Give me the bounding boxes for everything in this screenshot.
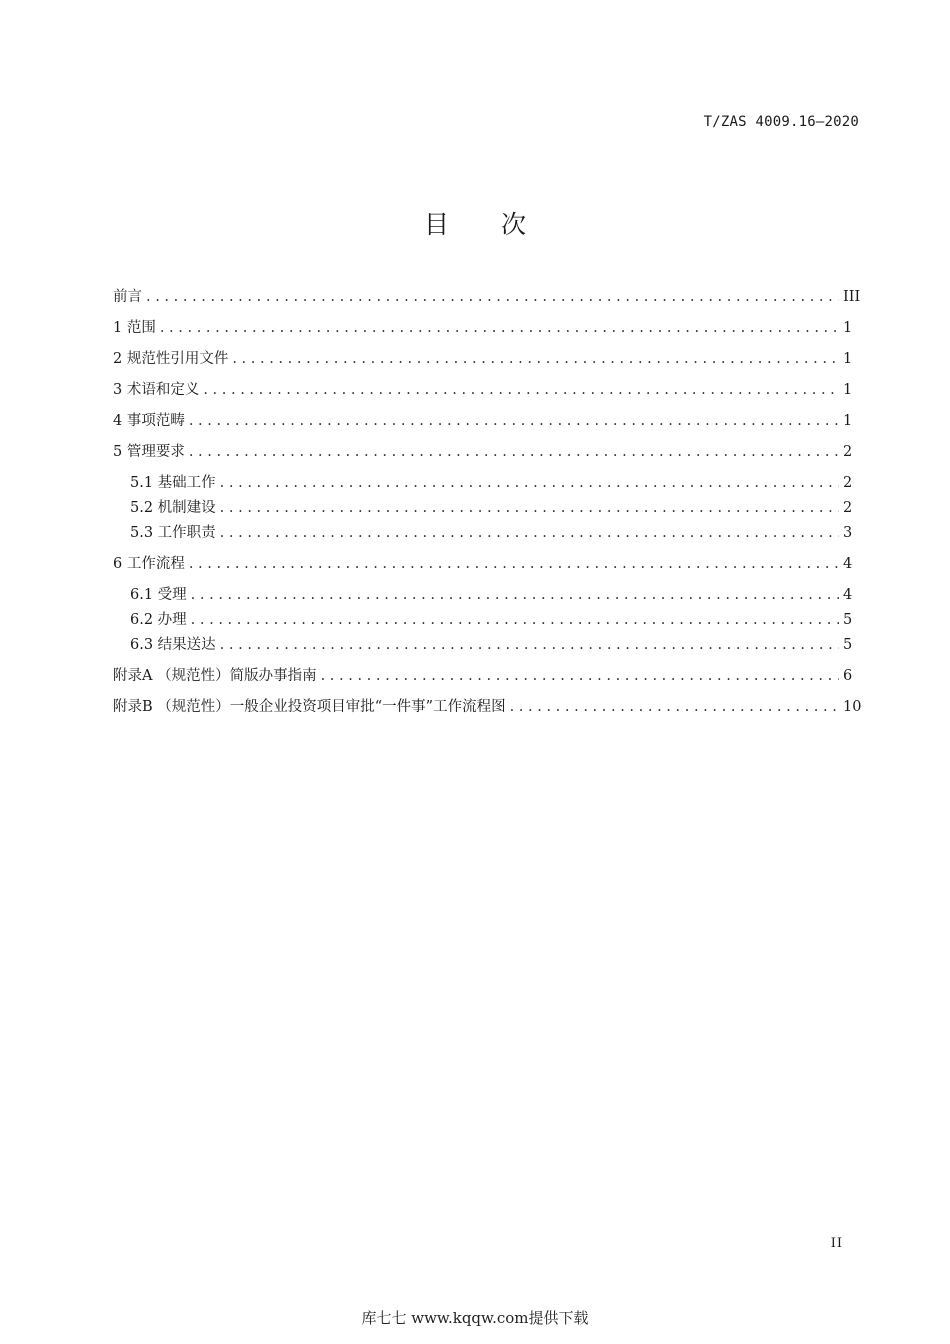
toc-entry[interactable] — [113, 409, 851, 433]
toc-leader-dots — [191, 583, 839, 607]
toc-entry[interactable] — [113, 285, 861, 309]
toc-leader-dots — [220, 521, 839, 545]
toc-entry-label: 5.2 机制建设 — [130, 500, 216, 516]
toc-leader-dots — [189, 409, 839, 433]
toc-entry-label: 2 规范性引用文件 — [113, 351, 229, 367]
toc-entry-page: 1 — [843, 351, 853, 367]
toc-entry[interactable] — [113, 316, 851, 340]
page-number: II — [830, 1236, 843, 1251]
toc-entry-page: 2 — [843, 500, 853, 516]
toc-subentry[interactable] — [113, 496, 851, 520]
toc-entry-label: 6.1 受理 — [130, 587, 187, 603]
toc-leader-dots — [220, 496, 839, 520]
toc-entry-page: 5 — [843, 612, 853, 628]
toc-entry[interactable] — [113, 695, 862, 719]
toc-entry-label: 前言 — [113, 289, 142, 305]
toc-entry-page: 4 — [843, 556, 853, 572]
toc-entry-label: 附录B （规范性）一般企业投资项目审批“一件事”工作流程图 — [113, 699, 506, 715]
toc-entry-page: 2 — [843, 475, 853, 491]
toc-entry-label: 附录A （规范性）简版办事指南 — [113, 668, 317, 684]
toc-entry[interactable] — [113, 440, 851, 464]
toc-leader-dots — [160, 316, 839, 340]
toc-leader-dots — [321, 664, 839, 688]
toc-leader-dots — [510, 695, 839, 719]
toc-leader-dots — [232, 347, 839, 371]
toc-subentry[interactable] — [113, 608, 851, 632]
toc-leader-dots — [220, 471, 839, 495]
toc-leader-dots — [146, 285, 839, 309]
toc-subentry[interactable] — [113, 471, 851, 495]
toc-entry-page: 5 — [843, 637, 853, 653]
toc-leader-dots — [220, 633, 839, 657]
toc-leader-dots — [203, 378, 839, 402]
toc-entry-page: 3 — [843, 525, 853, 541]
toc-entry-page: 6 — [843, 668, 853, 684]
toc-entry-label: 6.3 结果送达 — [130, 637, 216, 653]
toc-entry[interactable] — [113, 347, 851, 371]
toc-entry-label: 5 管理要求 — [113, 444, 185, 460]
toc-leader-dots — [191, 608, 839, 632]
toc-entry[interactable] — [113, 664, 851, 688]
toc-entry-label: 6.2 办理 — [130, 612, 187, 628]
download-credit: 库七七 www.kqqw.com提供下载 — [361, 1309, 589, 1327]
toc-subentry[interactable] — [113, 633, 851, 657]
toc-entry-page: III — [843, 289, 861, 305]
toc-entry-label: 1 范围 — [113, 320, 156, 336]
toc-entry-label: 5.3 工作职责 — [130, 525, 216, 541]
toc-entry-page: 4 — [843, 587, 853, 603]
page-title: 目 次 — [424, 210, 548, 239]
toc-entry[interactable] — [113, 552, 851, 576]
table-of-contents — [113, 285, 862, 719]
toc-entry-label: 4 事项范畴 — [113, 413, 185, 429]
toc-entry-page: 2 — [843, 444, 853, 460]
toc-entry-page: 1 — [843, 413, 853, 429]
toc-entry-page: 10 — [843, 699, 862, 715]
document-code: T/ZAS 4009.16—2020 — [703, 114, 859, 130]
toc-leader-dots — [189, 440, 839, 464]
toc-leader-dots — [189, 552, 839, 576]
toc-entry-page: 1 — [843, 320, 853, 336]
toc-subentry[interactable] — [113, 583, 851, 607]
toc-entry[interactable] — [113, 378, 851, 402]
toc-entry-page: 1 — [843, 382, 853, 398]
toc-subentry[interactable] — [113, 521, 851, 545]
toc-entry-label: 3 术语和定义 — [113, 382, 200, 398]
toc-entry-label: 6 工作流程 — [113, 556, 185, 572]
toc-entry-label: 5.1 基础工作 — [130, 475, 216, 491]
